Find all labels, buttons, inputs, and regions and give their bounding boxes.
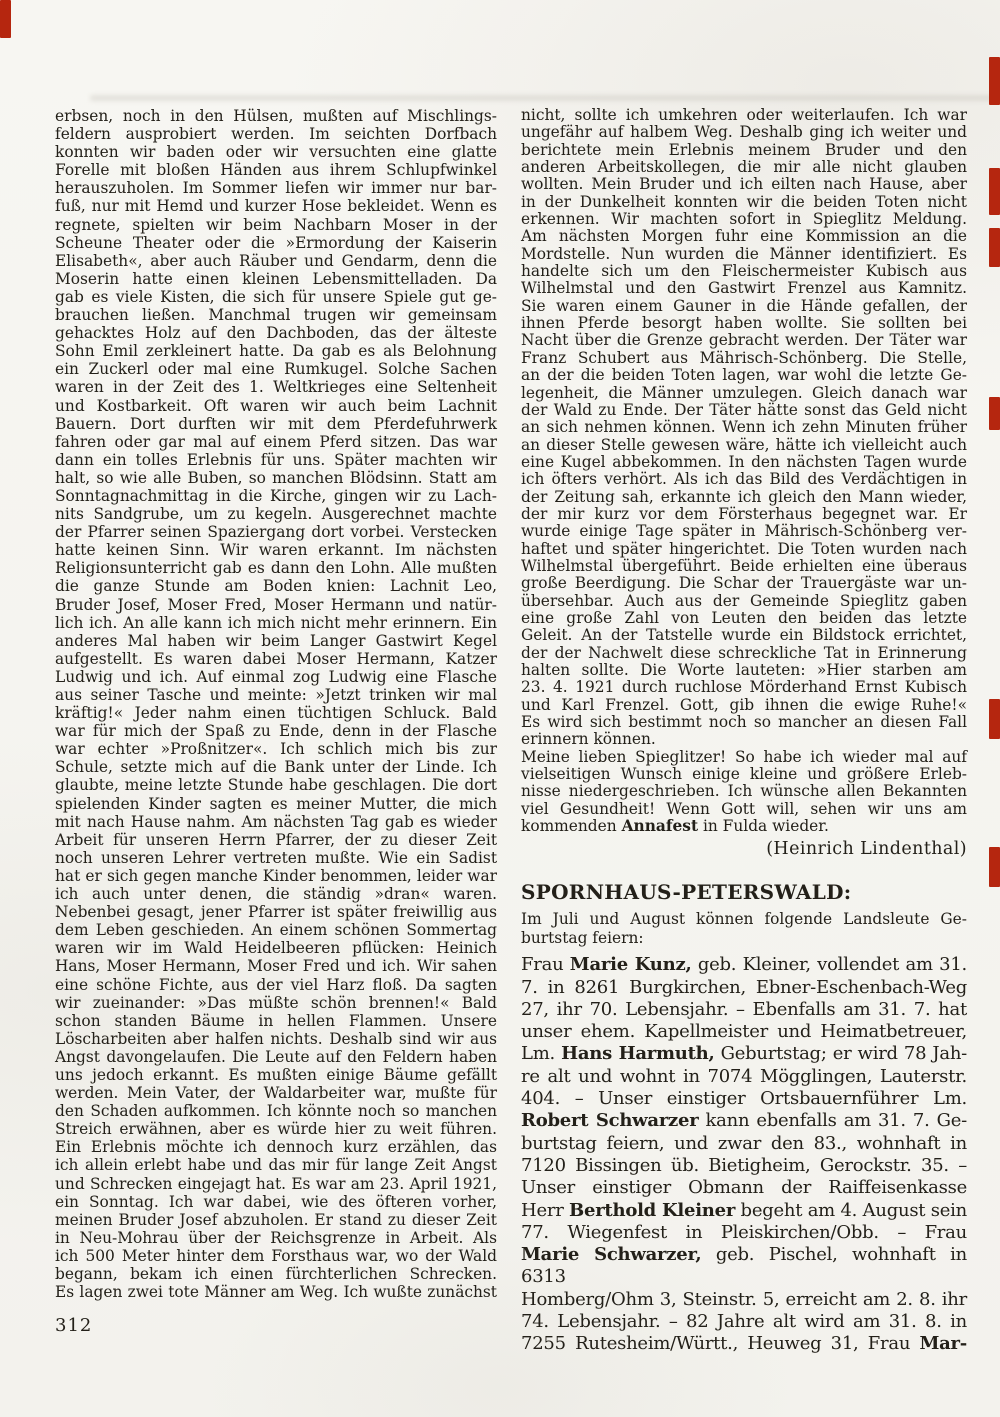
right-text-column	[521, 107, 967, 1356]
red-edge-mark	[989, 228, 1000, 267]
scan-smudge-line	[90, 95, 995, 101]
author-signature: (Heinrich Lindenthal)	[766, 839, 967, 860]
red-edge-mark	[989, 699, 1000, 739]
red-edge-mark	[0, 0, 11, 38]
birthday-announcements: Frau Marie Kunz, geb. Kleiner, vollendet am 31. 7. in 8261 Burgkirchen, Ebner-Eschenbach-Weg 27, ihr 70. Lebensjahr. – Ebenfalls am 31. 7. hat unser ehem. Kapellmeister und Heimatbetreuer, Lm. Hans Harmuth, Geburtstag; er wird 78 Jah- re alt und wohnt in 7074 Mögglingen, Lauterstr. 404. – Unser einstiger Ortsbauernführer Lm. Robert Schwarzer kann ebenfalls am 31. 7. Ge- burtstag feiern, und zwar den 83., wohnhaft in 7120 Bissingen üb. Bietigheim, Gerockstr. 35. – Unser einstiger Obmann der Raiffeisenkasse Herr Berthold Kleiner begeht am 4. August sein 77. Wiegenfest in Pleiskirchen/Obb. – Frau Marie Schwarzer, geb. Pischel, wohnhaft in 6313 Homberg/Ohm 3, Steinstr. 5, erreicht am 2. 8. ihr 74. Lebensjahr. – 82 Jahre alt wird am 31. 8. in 7255 Rutesheim/Württ., Heuweg 31, Frau Mar-	[521, 954, 968, 1355]
red-edge-mark	[989, 397, 1000, 430]
red-edge-mark	[989, 57, 1000, 105]
section-heading: SPORNHAUS-PETERSWALD:	[521, 880, 852, 905]
narrative-text: nicht, sollte ich umkehren oder weiterlaufen. Ich war ungefähr auf halbem Weg. Deshalb ging ich weiter und berichtete mein Erlebnis meinem Bruder und den anderen Arbeitskollegen, die mir alle nicht glauben wollten. Mein Bruder und ich eilten nach Hause, aber in der Dunkelheit konnten wir die beiden Toten nicht erkennen. Wir machten sofort in Spieglitz Meldung. Am nächsten Morgen fuhr eine Kommission an die Mordstelle. Nun wurden die Männer identifiziert. Es handelte sich um den Fleischermeister Kubisch aus Wilhelmstal und den Gastwirt Frenzel aus Kamnitz. Sie waren einem Gauner in die Hände gefallen, der ihnen Pferde besorgt haben wollte. Sie sollten bei Nacht über die Grenze gebracht werden. Der Täter war Franz Schubert aus Mährisch-Schönberg. Die Stelle, an der die beiden Toten lagen, war wohl die letzte Ge- legenheit, die Männer umzulegen. Gleich danach war der Wald zu Ende. Der Täter hätte sonst das Geld nicht an sich nehmen können. Wenn ich zehn Minuten früher an dieser Stelle gewesen wäre, hätte ich vielleicht auch eine Kugel abbekommen. In den nächsten Tagen wurde ich öfters verhört. Als ich das Bild des Verdächtigen in der Zeitung sah, erkannte ich gleich den Mann wieder, der mir kurz vor dem Försterhaus begegnet war. Er wurde einige Tage später in Mährisch-Schönberg ver- haftet und später hingerichtet. Die Toten wurden nach Wilhelmstal übergeführt. Beide erhielten eine überaus große Beerdigung. Die Schar der Trauergäste war un- übersehbar. Auch aus der Gemeinde Spieglitz gaben eine große Zahl von Leuten den beiden das letzte Geleit. An der Tatstelle wurde ein Bildstock errichtet, der der Nachwelt diese schreckliche Tat in Erinnerung halten sollte. Die Worte lauteten: »Hier starben am 23. 4. 1921 durch ruchlose Mörderhand Ernst Kubisch und Karl Frenzel. Gott, gib ihnen die ewige Ruhe!« Es wird sich bestimmt noch so mancher an diesen Fall erinnern können. Meine lieben Spieglitzer! So habe ich wieder mal auf vielseitigen Wunsch einige kleine und größere Erleb- nisse niedergeschrieben. Ich wünsche allen Bekannten viel Gesundheit! Wenn Gott will, sehen wir uns am kommenden Annafest in Fulda wieder.	[521, 106, 967, 836]
red-edge-mark	[989, 847, 1000, 887]
page-number: 312	[55, 1315, 93, 1336]
red-edge-mark	[989, 168, 1000, 215]
left-text-column: erbsen, noch in den Hülsen, mußten auf Mischlings- feldern ausprobiert werden. Im seichten Dorfbach konnten wir baden oder wir versuchten eine glatte Forelle mit bloßen Händen aus ihrem Schlupfwinkel herauszuholen. Im Sommer liefen wir immer nur bar- fuß, nur mit Hemd und kurzer Hose bekleidet. Wenn es regnete, spielten wir beim Nachbarn Moser in der Scheune Theater oder die »Ermordung der Kaiserin Elisabeth«, aber auch Räuber und Gendarm, denn die Moserin hatte einen kleinen Lebensmittelladen. Da gab es viele Kisten, die sich für unsere Spiele gut ge- brauchen ließen. Manchmal trugen wir gemeinsam gehacktes Holz auf den Dachboden, das der älteste Sohn Emil zerkleinert hatte. Da gab es als Belohnung ein Zuckerl oder mal eine Rumkugel. Solche Sachen waren in der Zeit des 1. Weltkrieges eine Seltenheit und Kostbarkeit. Oft waren wir auch beim Lachnit Bauern. Dort durften wir mit dem Pferdefuhrwerk fahren oder gar mal auf einem Pferd sitzen. Das war dann ein tolles Erlebnis für uns. Später machten wir halt, so wie alle Buben, so manchen Blödsinn. Statt am Sonntagnachmittag in die Kirche, gingen wir zu Lach- nits Sandgrube, um zu kegeln. Ausgerechnet machte der Pfarrer seinen Spaziergang dort vorbei. Verstecken hatte keinen Sinn. Wir waren erkannt. Im nächsten Religionsunterricht gab es dann den Lohn. Alle mußten die ganze Stunde am Boden knien: Lachnit Leo, Bruder Josef, Moser Fred, Moser Hermann und natür- lich ich. An alle kann ich mich nicht mehr erinnern. Ein anderes Mal haben wir beim Langer Gastwirt Kegel aufgestellt. Es waren dabei Moser Hermann, Katzer Ludwig und ich. Auf einmal zog Ludwig eine Flasche aus seiner Tasche und meinte: »Jetzt trinken wir mal kräftig!« Jeder nahm einen tüchtigen Schluck. Bald war für mich der Spaß zu Ende, denn in der Flasche war echter »Proßnitzer«. Ich schlich mich bis zur Schule, setzte mich auf die Bank unter der Linde. Ich glaubte, meine letzte Stunde habe geschlagen. Die dort spielenden Kinder sagten es meiner Mutter, die mich mit nach Hause nahm. Am nächsten Tag gab es wieder Arbeit für unseren Herrn Pfarrer, der zu dieser Zeit noch unseren Lehrer vertreten mußte. Wie ein Sadist hat er sich gegen manche Kinder benommen, leider war ich auch unter denen, die ständig »dran« waren. Nebenbei gesagt, jener Pfarrer ist später freiwillig aus dem Leben geschieden. An einem schönen Sommertag waren wir im Wald Heidelbeeren pflücken: Heinich Hans, Moser Hermann, Moser Fred und ich. Wir sahen eine schöne Fichte, aus der viel Harz floß. Da sagten wir zueinander: »Das müßte schön brennen!« Bald schon standen Bäume in hellen Flammen. Unsere Löscharbeiten aber halfen nichts. Deshalb sind wir aus Angst davongelaufen. Die Leute auf den Feldern haben uns jedoch erkannt. Es mußten einige Bäume gefällt werden. Mein Vater, der Waldarbeiter war, mußte für den Schaden aufkommen. Ich könnte noch so manchen Streich erwähnen, aber es würde hier zu weit führen. Ein Erlebnis möchte ich dennoch kurz erzählen, das ich allein erlebt habe und das mir für lange Zeit Angst und Schrecken eingejagt hat. Es war am 23. April 1921, ein Sonntag. Ich war dabei, wie des öfteren vorher, meinen Bruder Josef abzuholen. Er stand zu dieser Zeit in Neu-Mohrau über der Reichsgrenze in Arbeit. Als ich 500 Meter hinter dem Forsthaus war, wo der Wald begann, bekam ich einen fürchterlichen Schrecken. Es lagen zwei tote Männer am Weg. Ich wußte zunächst	[55, 107, 497, 1302]
section-intro: Im Juli und August können folgende Landsleute Ge- burtstag feiern:	[521, 910, 967, 947]
